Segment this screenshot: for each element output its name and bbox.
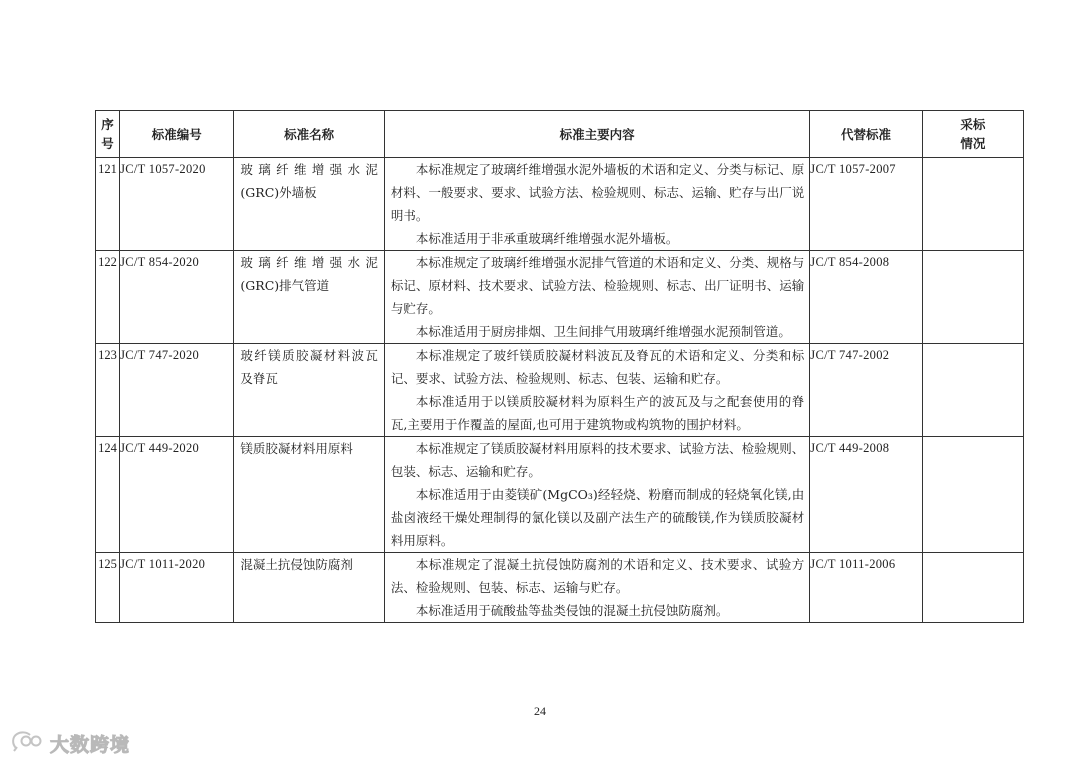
header-content: 标准主要内容 bbox=[384, 111, 809, 158]
row-name bbox=[234, 158, 384, 251]
row-name-text: 镁质胶凝材料用原料 bbox=[240, 441, 353, 456]
row-adopt bbox=[922, 344, 1023, 437]
row-content bbox=[384, 344, 809, 437]
row-replace: JC/T 854-2008 bbox=[810, 251, 922, 344]
row-content-paragraph: 本标准规定了混凝土抗侵蚀防腐剂的术语和定义、技术要求、试验方法、检验规则、包装、标志、运输与贮存。 bbox=[390, 557, 805, 595]
page-number: 24 bbox=[534, 704, 546, 718]
row-replace: JC/T 1011-2006 bbox=[810, 553, 922, 623]
row-content bbox=[384, 553, 809, 623]
row-code: JC/T 1057-2020 bbox=[120, 158, 234, 251]
row-name-text: 玻纤镁质胶凝材料波瓦及脊瓦 bbox=[240, 348, 378, 386]
row-seq: 121 bbox=[96, 158, 120, 251]
header-name: 标准名称 bbox=[234, 111, 384, 158]
standards-table bbox=[95, 110, 1024, 623]
row-seq: 125 bbox=[96, 553, 120, 623]
row-content-paragraph: 本标准适用于非承重玻璃纤维增强水泥外墙板。 bbox=[415, 231, 679, 246]
header-adopt bbox=[922, 111, 1023, 158]
row-adopt bbox=[922, 437, 1023, 553]
header-adopt-line1: 采标 bbox=[960, 117, 986, 132]
row-seq: 122 bbox=[96, 251, 120, 344]
row-content-paragraph: 本标准适用于以镁质胶凝材料为原料生产的波瓦及与之配套使用的脊瓦,主要用于作覆盖的屋面,也可用于建筑物或构筑物的围护材料。 bbox=[390, 394, 805, 432]
row-name-text: 玻璃纤维增强水泥(GRC)外墙板 bbox=[240, 162, 378, 200]
row-name bbox=[234, 344, 384, 437]
table-row bbox=[96, 251, 1024, 344]
header-code: 标准编号 bbox=[120, 111, 234, 158]
header-seq-line2: 号 bbox=[101, 136, 114, 151]
header-replace: 代替标准 bbox=[810, 111, 922, 158]
row-content-paragraph: 本标准适用于厨房排烟、卫生间排气用玻璃纤维增强水泥预制管道。 bbox=[415, 324, 791, 339]
row-code: JC/T 747-2020 bbox=[120, 344, 234, 437]
row-replace: JC/T 449-2008 bbox=[810, 437, 922, 553]
row-content-paragraph: 本标准规定了镁质胶凝材料用原料的技术要求、试验方法、检验规则、包装、标志、运输和贮存。 bbox=[390, 441, 805, 479]
row-content-paragraph: 本标准适用于由菱镁矿(MgCO₃)经轻烧、粉磨而制成的轻烧氧化镁,由盐卤液经干燥处理制得的氯化镁以及副产法生产的硫酸镁,作为镁质胶凝材料用原料。 bbox=[390, 487, 805, 548]
row-content-paragraph: 本标准规定了玻璃纤维增强水泥排气管道的术语和定义、分类、规格与标记、原材料、技术要求、试验方法、检验规则、标志、出厂证明书、运输与贮存。 bbox=[390, 255, 805, 316]
row-content bbox=[384, 251, 809, 344]
table-row bbox=[96, 158, 1024, 251]
header-seq-line1: 序 bbox=[101, 117, 114, 132]
watermark bbox=[10, 731, 130, 755]
row-name-text: 混凝土抗侵蚀防腐剂 bbox=[240, 557, 353, 572]
row-content bbox=[384, 158, 809, 251]
row-seq: 123 bbox=[96, 344, 120, 437]
row-code: JC/T 854-2020 bbox=[120, 251, 234, 344]
row-adopt bbox=[922, 553, 1023, 623]
row-seq: 124 bbox=[96, 437, 120, 553]
row-code: JC/T 449-2020 bbox=[120, 437, 234, 553]
row-adopt bbox=[922, 158, 1023, 251]
row-content bbox=[384, 437, 809, 553]
table-row bbox=[96, 553, 1024, 623]
header-seq bbox=[96, 111, 120, 158]
row-name bbox=[234, 553, 384, 623]
row-code: JC/T 1011-2020 bbox=[120, 553, 234, 623]
row-replace: JC/T 747-2002 bbox=[810, 344, 922, 437]
header-adopt-line2: 情况 bbox=[960, 136, 986, 151]
row-replace: JC/T 1057-2007 bbox=[810, 158, 922, 251]
row-content-paragraph: 本标准适用于硫酸盐等盐类侵蚀的混凝土抗侵蚀防腐剂。 bbox=[415, 603, 729, 618]
row-content-paragraph: 本标准规定了玻璃纤维增强水泥外墙板的术语和定义、分类与标记、原材料、一般要求、要求、试验方法、检验规则、标志、运输、贮存与出厂说明书。 bbox=[390, 162, 805, 223]
wechat-logo-icon bbox=[10, 730, 46, 756]
table-row bbox=[96, 437, 1024, 553]
watermark-text: 大数跨境 bbox=[50, 733, 131, 756]
table-row bbox=[96, 344, 1024, 437]
row-name bbox=[234, 251, 384, 344]
row-adopt bbox=[922, 251, 1023, 344]
row-content-paragraph: 本标准规定了玻纤镁质胶凝材料波瓦及脊瓦的术语和定义、分类和标记、要求、试验方法、检验规则、标志、包装、运输和贮存。 bbox=[390, 348, 805, 386]
table-header-row bbox=[96, 111, 1024, 158]
row-name bbox=[234, 437, 384, 553]
row-name-text: 玻璃纤维增强水泥(GRC)排气管道 bbox=[240, 255, 378, 293]
